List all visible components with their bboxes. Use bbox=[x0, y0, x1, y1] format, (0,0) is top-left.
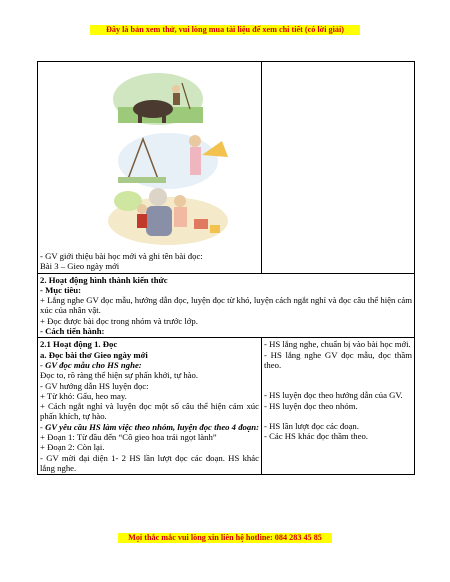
text-line: + Từ khó: Gấu, heo may. bbox=[40, 390, 127, 401]
text-line: + Đoạn 1: Từ đầu đến “Cô gieo hoa trái ngọt lành” bbox=[40, 432, 217, 443]
teacher-instruction: - GV đọc mẫu cho HS nghe: bbox=[40, 359, 142, 370]
student-response: - Các HS khác đọc thầm theo. bbox=[264, 431, 368, 442]
text-line: - GV mời đại diện 1- 2 HS lần lượt đọc các đoạn. HS khác lắng nghe. bbox=[40, 452, 259, 473]
preview-banner: Đây là bản xem thử, vui lòng mua tài liệu để xem chi tiết (có lời giải) bbox=[90, 25, 360, 35]
lesson-title-line: Bài 3 – Gieo ngày mới bbox=[40, 261, 120, 272]
lesson-illustration bbox=[98, 69, 238, 247]
text-line: - GV hướng dẫn HS luyện đọc: bbox=[40, 380, 149, 391]
student-response: - HS luyện đọc theo hướng dẫn của GV. bbox=[264, 390, 403, 401]
goal-label: - Mục tiêu: bbox=[40, 284, 82, 295]
text-line: + Đoạn 2: Còn lại. bbox=[40, 442, 105, 453]
table-row bbox=[38, 62, 415, 274]
section-heading: 2. Hoạt động hình thành kiến thức bbox=[40, 274, 168, 285]
lesson-plan-table bbox=[37, 61, 415, 475]
goal-item: + Đọc được bài đọc trong nhóm và trước lớp. bbox=[40, 315, 198, 326]
goal-item: + Lắng nghe GV đọc mẫu, hướng dẫn đọc, luyện đọc từ khó, luyện cách ngắt nghỉ và đọc câu thể hiện cảm xúc của nhân vật. bbox=[40, 295, 412, 316]
text-line: Đọc to, rõ ràng thể hiện sự phấn khởi, tự hào. bbox=[40, 370, 199, 381]
student-activity-cell bbox=[262, 338, 415, 475]
student-response: - HS lắng nghe GV đọc mẫu, đọc thầm theo. bbox=[264, 349, 412, 370]
student-activity-cell bbox=[262, 62, 415, 274]
reading-subheading: a. Đọc bài thơ Gieo ngày mới bbox=[40, 349, 148, 360]
intro-line-1: - GV giới thiệu bài học mới và ghi tên bài đọc: bbox=[40, 251, 203, 261]
method-label: - Cách tiến hành: bbox=[40, 326, 105, 337]
activity-heading: 2.1 Hoạt động 1. Đọc bbox=[40, 339, 118, 350]
teacher-activity-cell bbox=[38, 338, 262, 475]
teacher-activity-cell bbox=[38, 62, 262, 274]
student-response: - HS lần lượt đọc các đoạn. bbox=[264, 420, 359, 431]
student-response: - HS lắng nghe, chuẩn bị vào bài học mới. bbox=[264, 339, 411, 350]
table-row bbox=[38, 338, 415, 475]
teacher-instruction: - GV yêu cầu HS làm việc theo nhóm, luyện đọc theo 4 đoạn: bbox=[40, 421, 259, 432]
knowledge-section-cell bbox=[38, 273, 415, 338]
table-row bbox=[38, 273, 415, 338]
student-response: - HS luyện đọc theo nhóm. bbox=[264, 400, 358, 411]
text-line: + Cách ngắt nghỉ và luyện đọc một số câu thể hiện cảm xúc phấn khích, tự hào. bbox=[40, 401, 259, 422]
hotline-banner: Mọi thắc mắc vui lòng xin liên hệ hotline: 084 283 45 85 bbox=[118, 533, 332, 543]
